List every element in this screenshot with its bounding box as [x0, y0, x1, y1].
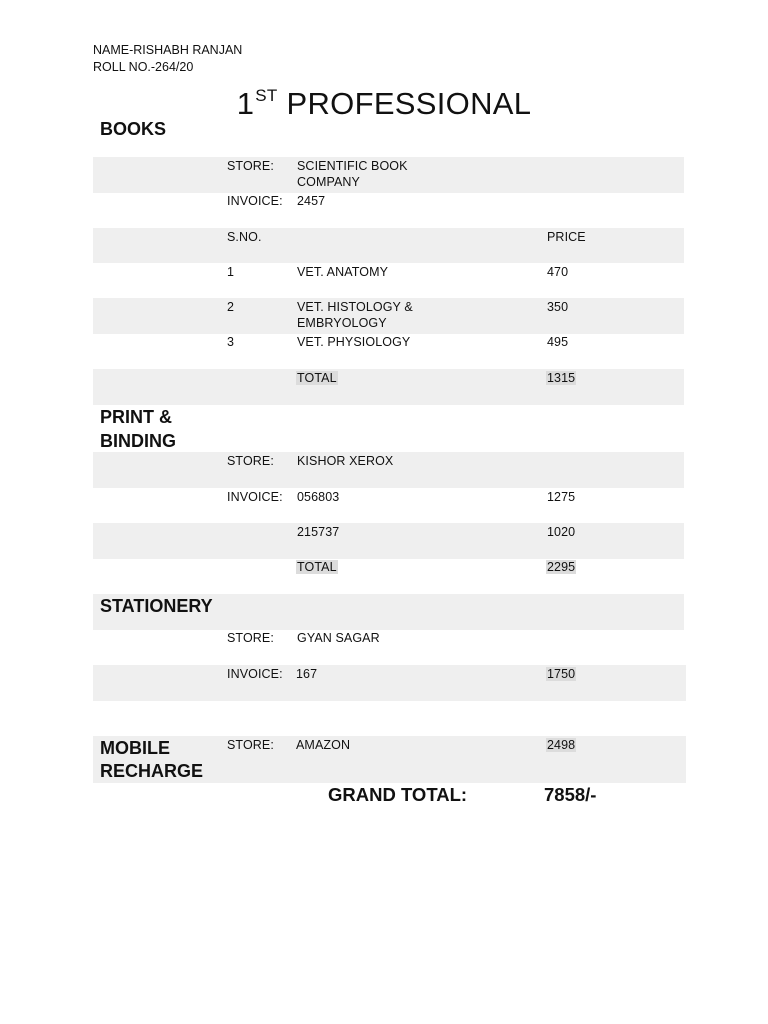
book-item-sno: 2 [227, 300, 235, 314]
print-invoice2-row-bg [93, 523, 684, 559]
stationery-store-name: GYAN SAGAR [297, 631, 380, 645]
books-total-row-bg [93, 369, 684, 405]
print-total-label-wrap [296, 559, 338, 575]
book-item-price: 470 [547, 265, 569, 279]
student-name: NAME-RISHABH RANJAN [93, 43, 243, 57]
grand-total-label: GRAND TOTAL: [328, 784, 468, 805]
books-store-name-line2: COMPANY [297, 175, 360, 189]
books-store-name-line1: SCIENTIFIC BOOK [297, 159, 408, 173]
stationery-invoice-label: INVOICE: [227, 667, 283, 681]
print-invoice-amount: 1275 [547, 490, 576, 504]
stationery-amount: 1750 [547, 667, 576, 681]
book-item-price: 350 [547, 300, 569, 314]
title-text: PROFESSIONAL [286, 86, 532, 121]
books-col-price: PRICE [547, 230, 586, 244]
book-item-name: VET. PHYSIOLOGY [297, 335, 411, 349]
book-item-name-line2: EMBRYOLOGY [297, 316, 387, 330]
print-invoice-label: INVOICE: [227, 490, 283, 504]
books-heading: BOOKS [100, 119, 167, 139]
books-store-label: STORE: [227, 159, 274, 173]
books-total-value-wrap [546, 370, 576, 386]
print-heading-line1: PRINT & [100, 407, 172, 427]
print-invoice-number: 215737 [297, 525, 340, 539]
mobile-amount-wrap [546, 737, 576, 753]
mobile-store-name: AMAZON [296, 738, 351, 752]
print-total-label: TOTAL [297, 560, 337, 574]
title-number: 1 [236, 86, 255, 121]
books-total-label-wrap [296, 370, 338, 386]
books-invoice-number: 2457 [297, 194, 326, 208]
print-heading-line2: BINDING [100, 431, 176, 451]
print-invoice-amount: 1020 [547, 525, 576, 539]
mobile-heading-line2: RECHARGE [100, 761, 204, 781]
book-item-sno: 1 [227, 265, 235, 279]
mobile-heading-line1: MOBILE [100, 738, 170, 758]
books-total-label: TOTAL [297, 371, 337, 385]
print-total-value-wrap [546, 559, 576, 575]
books-col-sno: S.NO. [227, 230, 262, 244]
stationery-heading: STATIONERY [100, 596, 213, 616]
grand-total-value: 7858/- [544, 784, 597, 805]
book-item-price: 495 [547, 335, 569, 349]
mobile-amount: 2498 [547, 738, 576, 752]
stationery-amount-wrap [546, 666, 576, 682]
stationery-invoice-number: 167 [296, 667, 318, 681]
books-header-row-bg [93, 228, 684, 263]
print-total-value: 2295 [547, 560, 576, 574]
roll-number: ROLL NO.-264/20 [93, 60, 194, 74]
stationery-invoice-row-bg [93, 665, 686, 701]
print-invoice-number: 056803 [297, 490, 340, 504]
mobile-store-label: STORE: [227, 738, 274, 752]
book-item-sno: 3 [227, 335, 235, 349]
print-store-label: STORE: [227, 454, 274, 468]
print-store-name: KISHOR XEROX [297, 454, 394, 468]
book-item-name: VET. HISTOLOGY & [297, 300, 413, 314]
title-superscript: ST [255, 86, 278, 105]
books-total-value: 1315 [547, 371, 576, 385]
stationery-store-label: STORE: [227, 631, 274, 645]
book-item-name: VET. ANATOMY [297, 265, 389, 279]
books-invoice-label: INVOICE: [227, 194, 283, 208]
